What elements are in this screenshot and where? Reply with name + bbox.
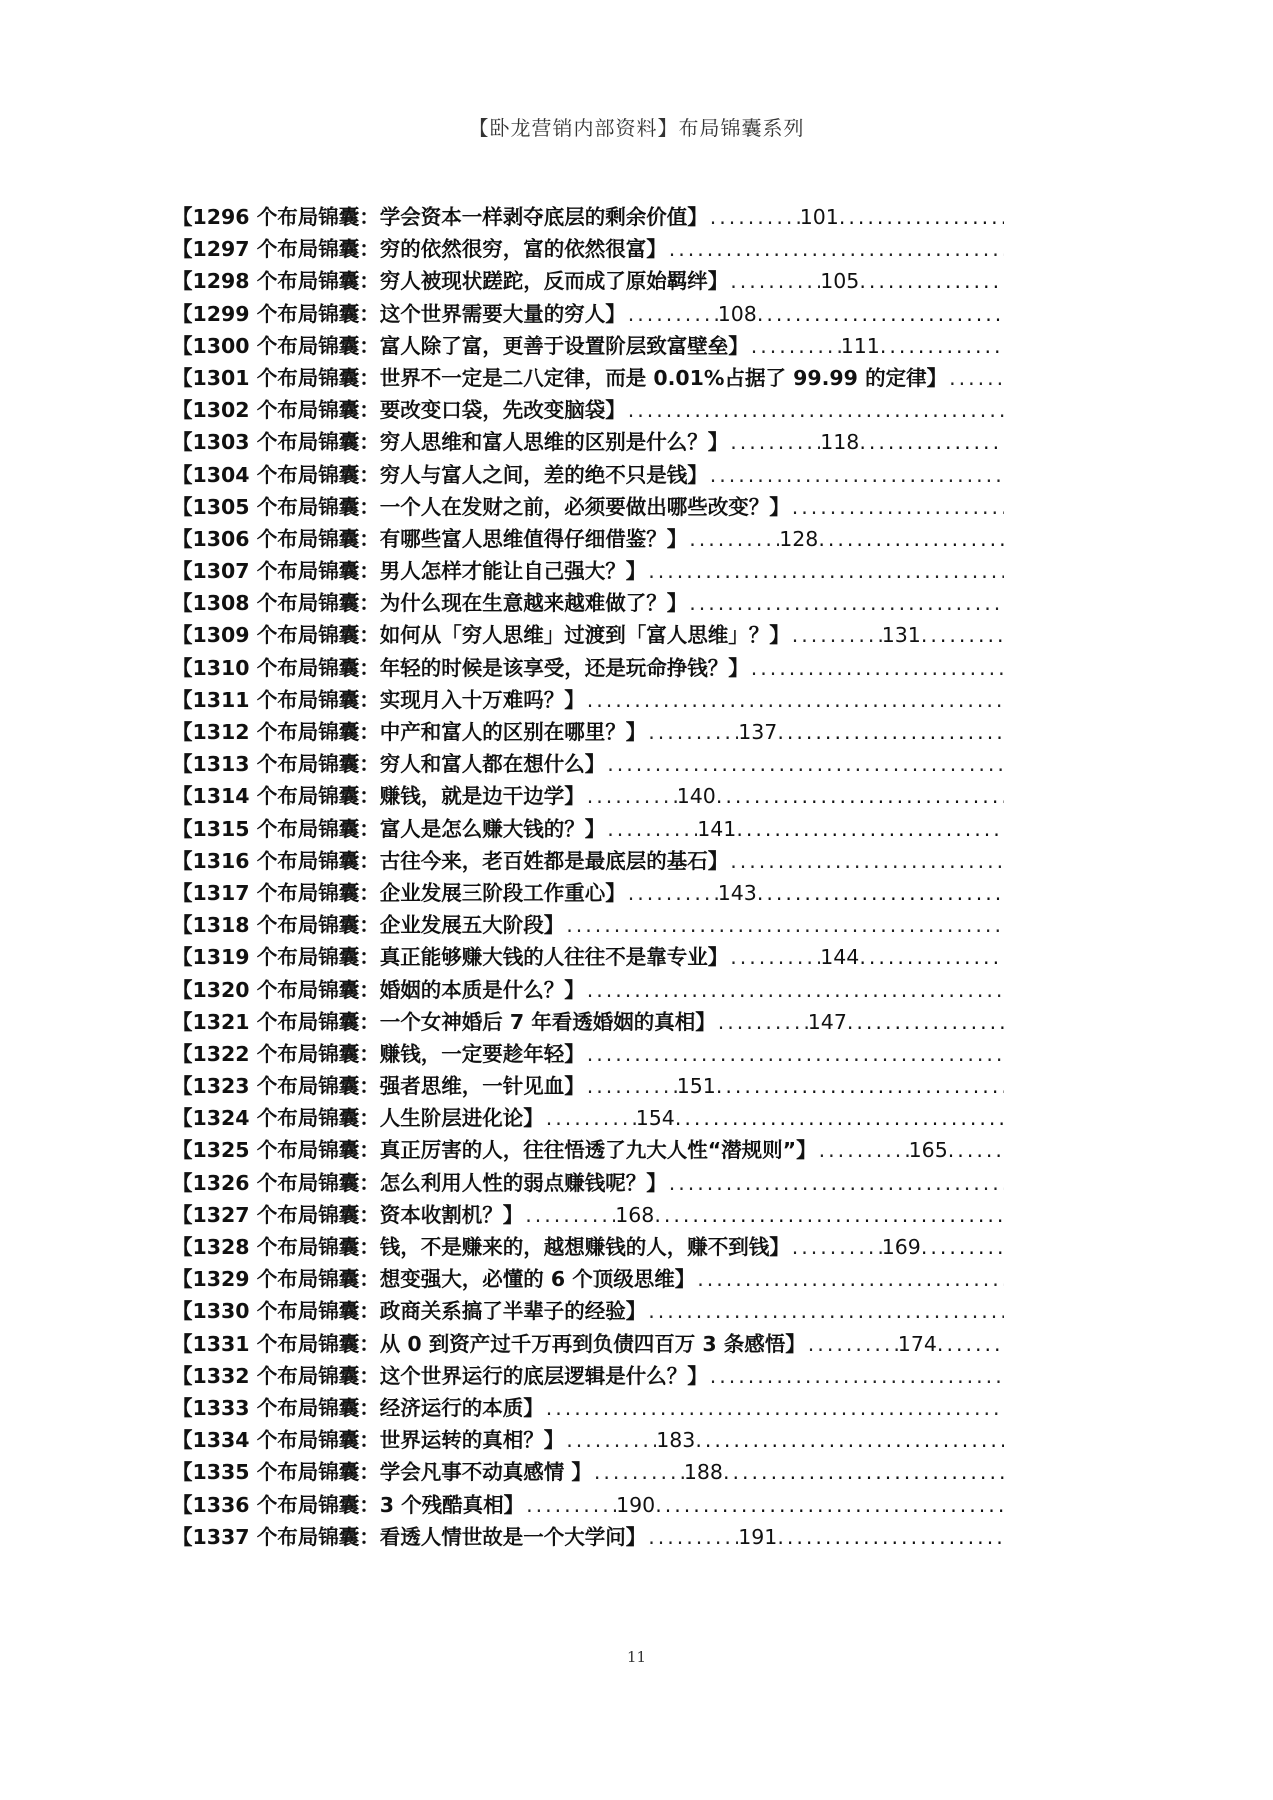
toc-entry-title: 【1297 个布局锦囊：穷的依然很穷，富的依然很富】 bbox=[172, 237, 667, 262]
toc-entry-title: 【1320 个布局锦囊：婚姻的本质是什么？】 bbox=[172, 977, 585, 1002]
dot-leader bbox=[605, 752, 1004, 776]
toc-row bbox=[172, 1327, 1004, 1359]
dot-leader bbox=[728, 269, 820, 293]
toc-row bbox=[172, 618, 1004, 650]
toc-row bbox=[172, 264, 1004, 296]
toc-entry-title: 【1314 个布局锦囊：赚钱，就是边干边学】 bbox=[172, 784, 585, 809]
toc-row bbox=[172, 1230, 1004, 1262]
toc-entry-title: 【1335 个布局锦囊：学会凡事不动真感情 】 bbox=[172, 1460, 592, 1485]
toc-row bbox=[172, 490, 1004, 522]
dot-leader bbox=[708, 1364, 1004, 1388]
toc-row bbox=[172, 715, 1004, 747]
toc-entry-title: 【1328 个布局锦囊：钱，不是赚来的，越想赚钱的人，赚不到钱】 bbox=[172, 1235, 790, 1259]
toc-page-number: 105 bbox=[820, 269, 860, 294]
dot-leader-tail bbox=[723, 1460, 1004, 1484]
dot-leader bbox=[646, 1525, 738, 1549]
toc-page-number: 111 bbox=[840, 333, 880, 358]
toc-row bbox=[172, 1294, 1004, 1326]
toc-row bbox=[172, 1198, 1004, 1230]
toc-row bbox=[172, 1133, 1004, 1165]
toc-row bbox=[172, 393, 1004, 425]
toc-row bbox=[172, 1037, 1004, 1069]
toc-entry-title: 【1333 个布局锦囊：经济运行的本质】 bbox=[172, 1395, 544, 1420]
dot-leader-tail bbox=[716, 784, 1004, 808]
toc-row bbox=[172, 1069, 1004, 1101]
toc-entry-title: 【1296 个布局锦囊：学会资本一样剥夺底层的剩余价值】 bbox=[172, 205, 708, 229]
toc-page-number: 169 bbox=[881, 1235, 921, 1259]
toc-entry-title: 【1337 个布局锦囊：看透人情世故是一个大学问】 bbox=[172, 1524, 647, 1549]
toc-entry-title: 【1316 个布局锦囊：古往今来，老百姓都是最底层的基石】 bbox=[172, 848, 729, 873]
toc-entry-title: 【1311 个布局锦囊：实现月入十万难吗？】 bbox=[172, 687, 585, 712]
toc-row bbox=[172, 940, 1004, 972]
toc-entry-title: 【1309 个布局锦囊：如何从「穷人思维」过渡到「富人思维」？】 bbox=[172, 623, 790, 648]
toc-page-number: 101 bbox=[799, 205, 839, 229]
toc-entry-title: 【1326 个布局锦囊：怎么利用人性的弱点赚钱呢？】 bbox=[172, 1170, 667, 1195]
dot-leader-tail bbox=[654, 1203, 1004, 1227]
toc-row bbox=[172, 683, 1004, 715]
table-of-contents bbox=[172, 200, 1004, 1552]
toc-row bbox=[172, 1455, 1004, 1487]
toc-entry-title: 【1319 个布局锦囊：真正能够赚大钱的人往往不是靠专业】 bbox=[172, 945, 729, 970]
toc-page-number: 141 bbox=[697, 816, 737, 841]
toc-entry-title: 【1322 个布局锦囊：赚钱，一定要趁年轻】 bbox=[172, 1041, 585, 1066]
toc-row bbox=[172, 908, 1004, 940]
dot-leader-tail bbox=[777, 1525, 1004, 1549]
dot-leader bbox=[564, 913, 1004, 937]
dot-leader bbox=[564, 1428, 656, 1452]
dot-leader-tail bbox=[777, 720, 1004, 744]
toc-row bbox=[172, 812, 1004, 844]
toc-page-number: 190 bbox=[616, 1492, 656, 1517]
dot-leader-tail bbox=[859, 430, 1004, 454]
dot-leader bbox=[817, 1138, 909, 1162]
toc-entry-title: 【1307 个布局锦囊：男人怎样才能让自己强大？】 bbox=[172, 559, 647, 584]
dot-leader-tail bbox=[921, 623, 1004, 647]
page-header: 【卧龙营销内部资料】布局锦囊系列 bbox=[468, 116, 805, 140]
toc-entry-title: 【1317 个布局锦囊：企业发展三阶段工作重心】 bbox=[172, 880, 626, 905]
dot-leader bbox=[524, 1493, 616, 1517]
toc-entry-title: 【1300 个布局锦囊：富人除了富，更善于设置阶层致富壁垒】 bbox=[172, 333, 749, 358]
toc-entry-title: 【1332 个布局锦囊：这个世界运行的底层逻辑是什么？】 bbox=[172, 1363, 708, 1388]
dot-leader bbox=[728, 849, 1004, 873]
toc-entry-title: 【1327 个布局锦囊：资本收割机？】 bbox=[172, 1202, 524, 1227]
toc-entry-title: 【1313 个布局锦囊：穷人和富人都在想什么】 bbox=[172, 752, 606, 777]
dot-leader bbox=[728, 945, 820, 969]
toc-entry-title: 【1325 个布局锦囊：真正厉害的人，往往悟透了九大人性“潜规则”】 bbox=[172, 1138, 817, 1163]
dot-leader bbox=[523, 1203, 615, 1227]
toc-page-number: 108 bbox=[717, 301, 757, 326]
toc-page-number: 151 bbox=[676, 1074, 716, 1099]
toc-page-number: 140 bbox=[676, 784, 716, 809]
dot-leader bbox=[646, 559, 1004, 583]
toc-page-number: 174 bbox=[897, 1331, 937, 1356]
toc-page-number: 128 bbox=[779, 526, 819, 551]
dot-leader bbox=[585, 784, 677, 808]
dot-leader-tail bbox=[655, 1493, 1004, 1517]
toc-page-number: 131 bbox=[881, 623, 921, 648]
toc-entry-title: 【1324 个布局锦囊：人生阶层进化论】 bbox=[172, 1106, 544, 1131]
toc-page-number: 168 bbox=[615, 1202, 655, 1227]
dot-leader-tail bbox=[675, 1106, 1004, 1130]
dot-leader bbox=[667, 237, 1004, 261]
toc-entry-title: 【1308 个布局锦囊：为什么现在生意越来越难做了？】 bbox=[172, 591, 688, 616]
dot-leader bbox=[749, 334, 841, 358]
dot-leader-tail bbox=[736, 817, 1004, 841]
dot-leader bbox=[626, 398, 1004, 422]
dot-leader-tail bbox=[880, 334, 1004, 358]
dot-leader-tail bbox=[716, 1074, 1004, 1098]
dot-leader bbox=[544, 1396, 1004, 1420]
dot-leader-tail bbox=[847, 1010, 1004, 1034]
toc-page-number: 188 bbox=[683, 1460, 723, 1485]
toc-page-number: 118 bbox=[820, 430, 860, 455]
toc-row bbox=[172, 1488, 1004, 1520]
dot-leader bbox=[585, 1074, 677, 1098]
toc-row bbox=[172, 1359, 1004, 1391]
toc-row bbox=[172, 361, 1004, 393]
dot-leader bbox=[790, 495, 1004, 519]
toc-entry-title: 【1310 个布局锦囊：年轻的时候是该享受，还是玩命挣钱？】 bbox=[172, 655, 749, 680]
dot-leader-tail bbox=[937, 1332, 1004, 1356]
toc-row bbox=[172, 554, 1004, 586]
dot-leader bbox=[728, 430, 820, 454]
toc-row bbox=[172, 779, 1004, 811]
toc-row bbox=[172, 522, 1004, 554]
dot-leader bbox=[667, 1171, 1004, 1195]
toc-entry-title: 【1301 个布局锦囊：世界不一定是二八定律，而是 0.01%占据了 99.99 的定律】 bbox=[172, 365, 948, 390]
toc-row bbox=[172, 747, 1004, 779]
toc-entry-title: 【1298 个布局锦囊：穷人被现状蹉跎，反而成了原始羁绊】 bbox=[172, 269, 729, 294]
toc-entry-title: 【1303 个布局锦囊：穷人思维和富人思维的区别是什么？】 bbox=[172, 430, 729, 455]
toc-entry-title: 【1331 个布局锦囊：从 0 到资产过千万再到负债四百万 3 条感悟】 bbox=[172, 1331, 806, 1356]
dot-leader bbox=[585, 978, 1004, 1002]
toc-page-number: 191 bbox=[738, 1524, 778, 1549]
toc-entry-title: 【1329 个布局锦囊：想变强大，必懂的 6 个顶级思维】 bbox=[172, 1267, 696, 1292]
toc-row bbox=[172, 1166, 1004, 1198]
dot-leader bbox=[790, 1235, 882, 1259]
toc-page-number: 144 bbox=[820, 945, 860, 970]
dot-leader bbox=[695, 1267, 1004, 1291]
dot-leader bbox=[646, 720, 738, 744]
toc-entry-title: 【1302 个布局锦囊：要改变口袋，先改变脑袋】 bbox=[172, 398, 626, 423]
toc-entry-title: 【1306 个布局锦囊：有哪些富人思维值得仔细借鉴？】 bbox=[172, 526, 688, 551]
page-number: 11 bbox=[626, 1648, 647, 1666]
toc-entry-title: 【1318 个布局锦囊：企业发展五大阶段】 bbox=[172, 913, 565, 938]
toc-row bbox=[172, 876, 1004, 908]
toc-entry-title: 【1323 个布局锦囊：强者思维，一针见血】 bbox=[172, 1074, 585, 1099]
toc-row bbox=[172, 973, 1004, 1005]
dot-leader bbox=[585, 688, 1004, 712]
dot-leader bbox=[708, 463, 1004, 487]
toc-entry-title: 【1299 个布局锦囊：这个世界需要大量的穷人】 bbox=[172, 301, 626, 326]
toc-row bbox=[172, 200, 1004, 232]
toc-row bbox=[172, 232, 1004, 264]
toc-row bbox=[172, 1262, 1004, 1294]
dot-leader-tail bbox=[695, 1428, 1004, 1452]
toc-entry-title: 【1321 个布局锦囊：一个女神婚后 7 年看透婚姻的真相】 bbox=[172, 1009, 716, 1034]
toc-row bbox=[172, 329, 1004, 361]
toc-row bbox=[172, 1423, 1004, 1455]
dot-leader-tail bbox=[839, 205, 1004, 229]
dot-leader-tail bbox=[757, 302, 1004, 326]
toc-page-number: 183 bbox=[656, 1428, 696, 1453]
dot-leader bbox=[544, 1106, 636, 1130]
dot-leader bbox=[605, 817, 697, 841]
toc-row bbox=[172, 1520, 1004, 1552]
dot-leader bbox=[708, 205, 800, 229]
dot-leader bbox=[626, 302, 718, 326]
dot-leader bbox=[749, 656, 1004, 680]
dot-leader bbox=[806, 1332, 898, 1356]
dot-leader bbox=[592, 1460, 684, 1484]
toc-entry-title: 【1336 个布局锦囊：3 个残酷真相】 bbox=[172, 1492, 525, 1517]
dot-leader bbox=[716, 1010, 808, 1034]
dot-leader bbox=[626, 881, 718, 905]
toc-row bbox=[172, 297, 1004, 329]
toc-row bbox=[172, 1005, 1004, 1037]
toc-row bbox=[172, 651, 1004, 683]
dot-leader bbox=[790, 623, 882, 647]
toc-page-number: 165 bbox=[908, 1138, 948, 1163]
dot-leader bbox=[947, 366, 1004, 390]
toc-page-number: 147 bbox=[807, 1009, 847, 1034]
toc-entry-title: 【1330 个布局锦囊：政商关系搞了半辈子的经验】 bbox=[172, 1299, 647, 1324]
dot-leader-tail bbox=[948, 1138, 1004, 1162]
dot-leader-tail bbox=[818, 527, 1004, 551]
toc-row bbox=[172, 586, 1004, 618]
dot-leader bbox=[646, 1299, 1004, 1323]
toc-entry-title: 【1334 个布局锦囊：世界运转的真相？】 bbox=[172, 1428, 565, 1453]
dot-leader bbox=[687, 591, 1004, 615]
toc-row bbox=[172, 425, 1004, 457]
toc-page-number: 154 bbox=[635, 1106, 675, 1131]
toc-row bbox=[172, 1391, 1004, 1423]
toc-page-number: 143 bbox=[717, 880, 757, 905]
toc-row bbox=[172, 1101, 1004, 1133]
toc-page-number: 137 bbox=[738, 720, 778, 744]
dot-leader-tail bbox=[859, 945, 1004, 969]
toc-entry-title: 【1312 个布局锦囊：中产和富人的区别在哪里？】 bbox=[172, 720, 647, 744]
dot-leader-tail bbox=[859, 269, 1004, 293]
toc-entry-title: 【1315 个布局锦囊：富人是怎么赚大钱的？】 bbox=[172, 816, 606, 841]
toc-row bbox=[172, 458, 1004, 490]
dot-leader-tail bbox=[757, 881, 1004, 905]
dot-leader bbox=[585, 1042, 1004, 1066]
dot-leader bbox=[687, 527, 779, 551]
toc-entry-title: 【1305 个布局锦囊：一个人在发财之前，必须要做出哪些改变？】 bbox=[172, 494, 790, 519]
toc-row bbox=[172, 844, 1004, 876]
dot-leader-tail bbox=[921, 1235, 1004, 1259]
toc-entry-title: 【1304 个布局锦囊：穷人与富人之间，差的绝不只是钱】 bbox=[172, 462, 708, 487]
